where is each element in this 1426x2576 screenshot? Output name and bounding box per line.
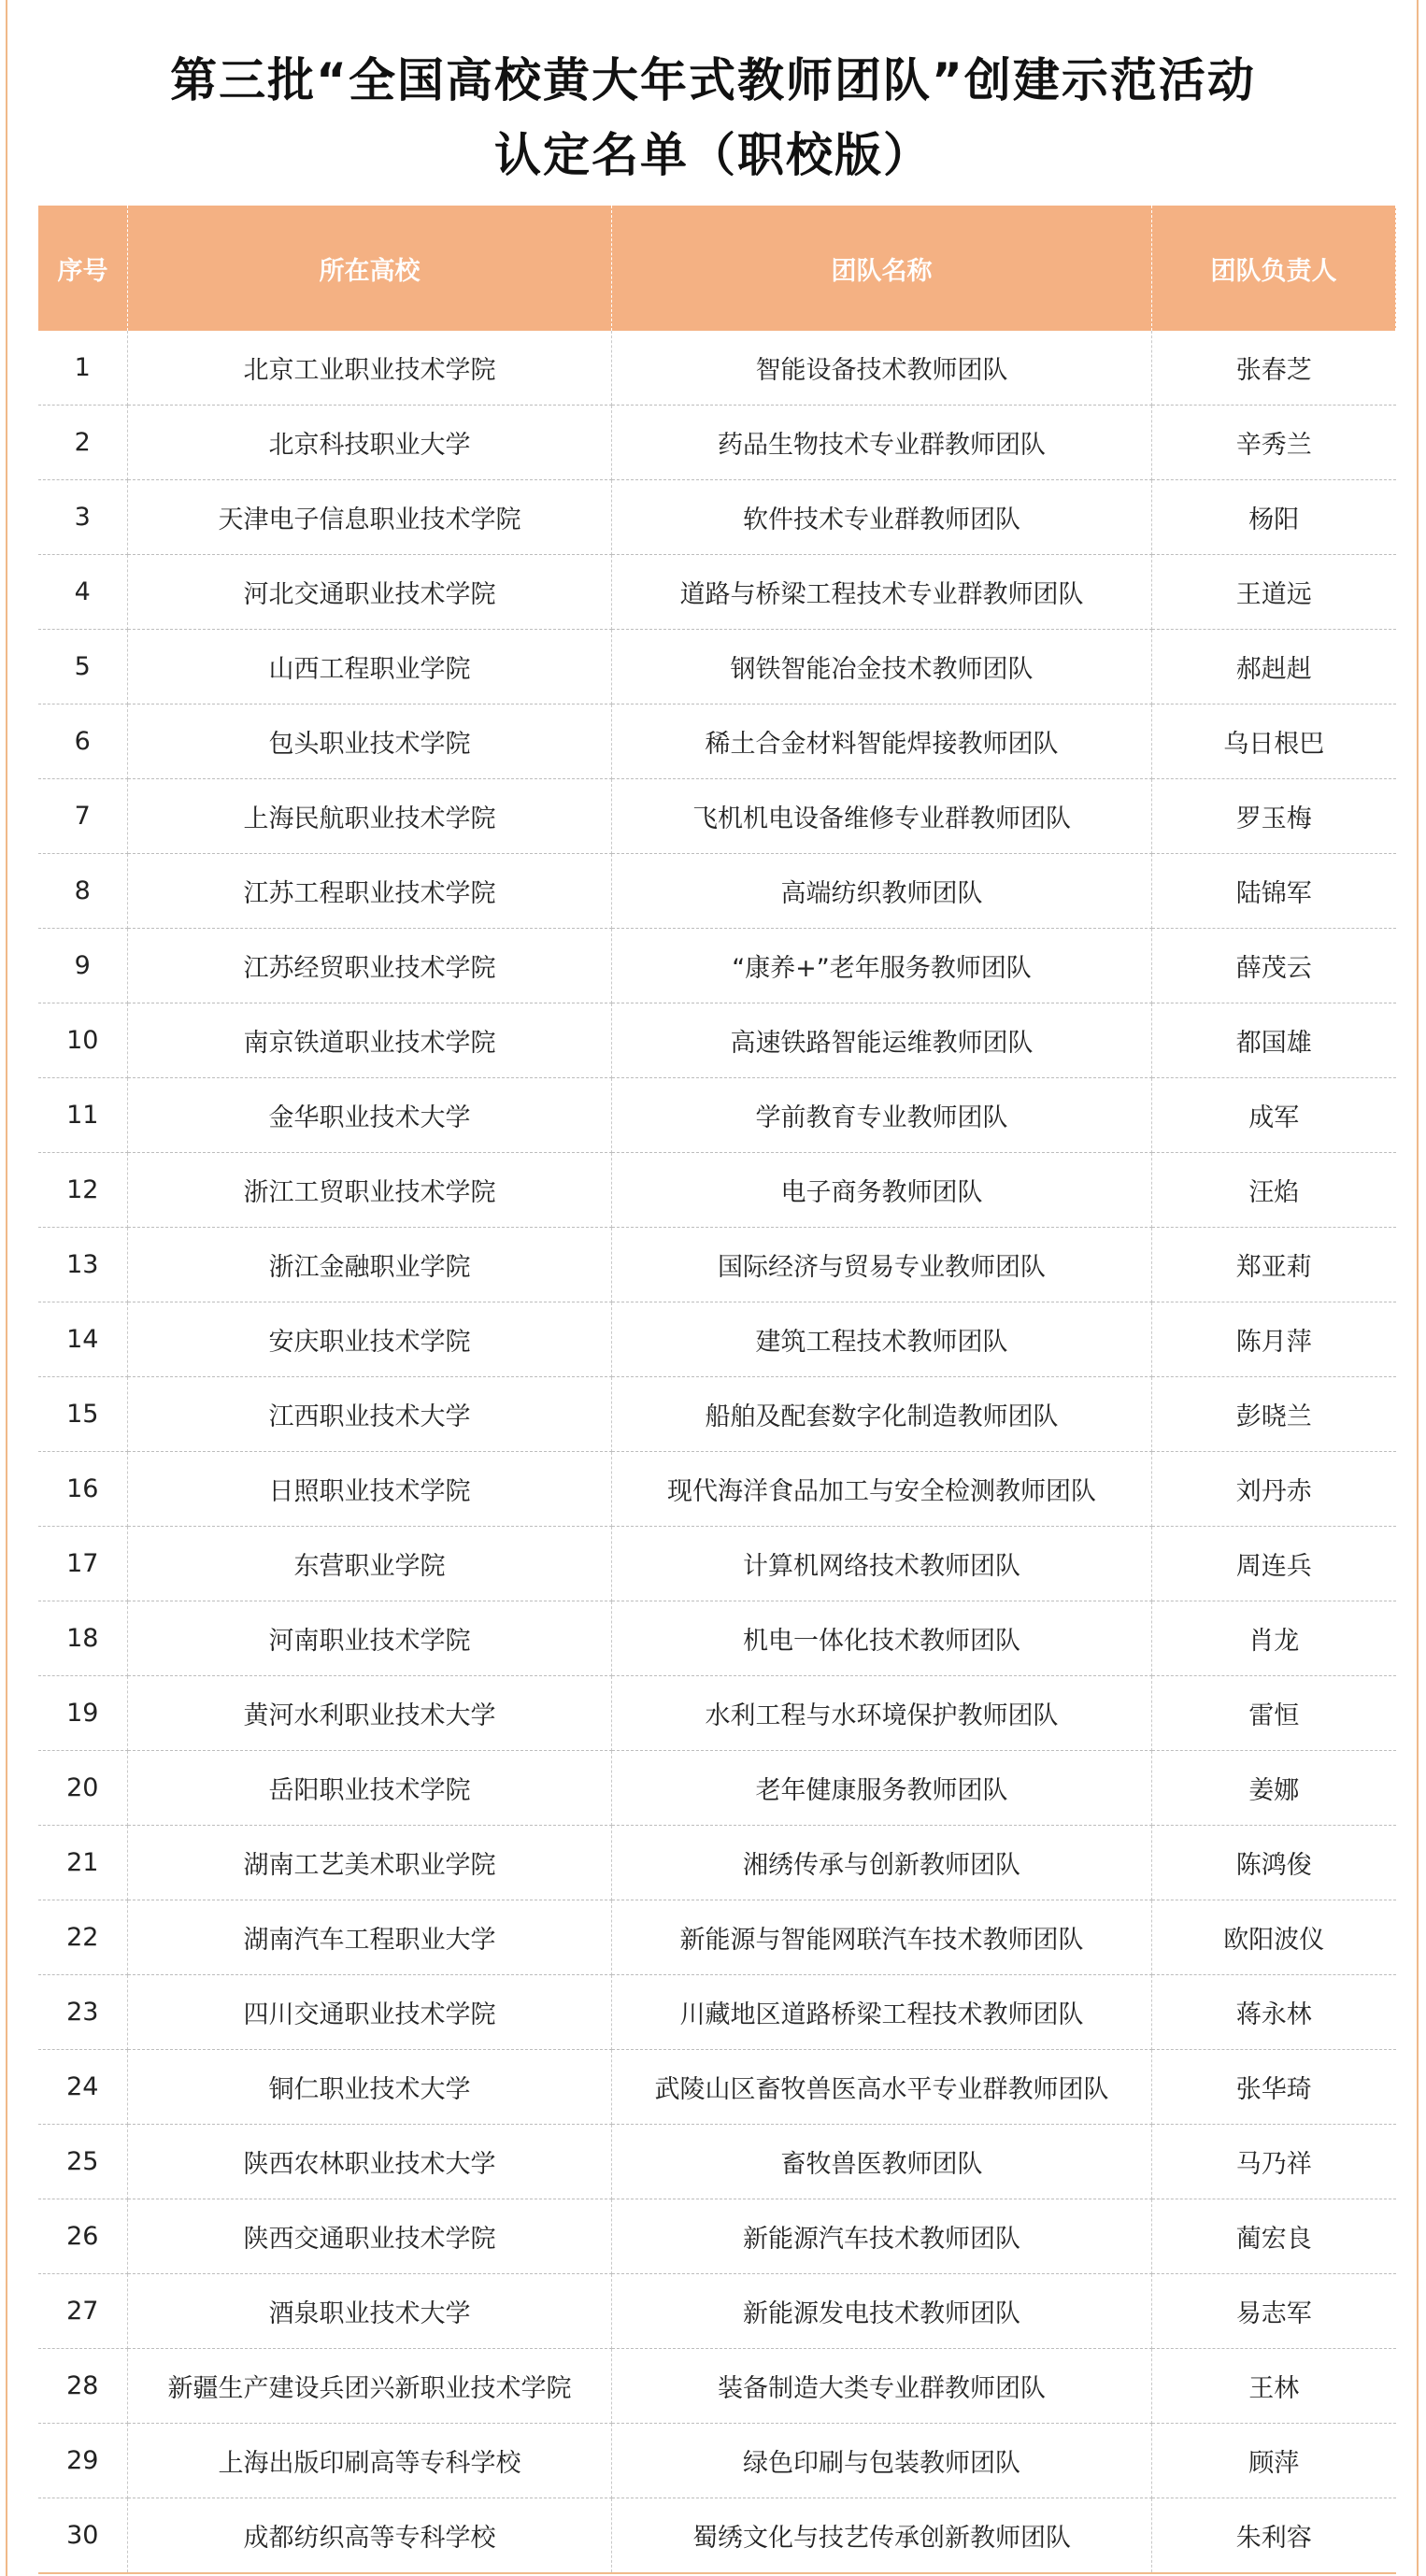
table-row	[38, 1078, 1396, 1153]
cell-number: 15	[38, 1377, 128, 1452]
cell-school: 天津电子信息职业技术学院	[128, 480, 612, 555]
header-team-leader: 团队负责人	[1152, 206, 1396, 331]
cell-number: 10	[38, 1003, 128, 1078]
cell-team-leader: 肖龙	[1152, 1601, 1396, 1676]
cell-team-name: 钢铁智能冶金技术教师团队	[612, 630, 1152, 704]
table-row	[38, 2125, 1396, 2199]
cell-school: 浙江工贸职业技术学院	[128, 1153, 612, 1228]
table-row	[38, 555, 1396, 630]
table-row	[38, 779, 1396, 854]
cell-team-name: 湘绣传承与创新教师团队	[612, 1826, 1152, 1900]
table-row	[38, 704, 1396, 779]
table-row	[38, 1975, 1396, 2050]
cell-team-leader: 顾萍	[1152, 2424, 1396, 2498]
cell-team-name: 新能源发电技术教师团队	[612, 2274, 1152, 2349]
cell-team-name: 建筑工程技术教师团队	[612, 1302, 1152, 1377]
cell-team-name: 装备制造大类专业群教师团队	[612, 2349, 1152, 2424]
table-row	[38, 929, 1396, 1003]
cell-team-name: 高速铁路智能运维教师团队	[612, 1003, 1152, 1078]
cell-number: 1	[38, 331, 128, 406]
table-row	[38, 1826, 1396, 1900]
cell-team-leader: 成军	[1152, 1078, 1396, 1153]
cell-school: 安庆职业技术学院	[128, 1302, 612, 1377]
table-row	[38, 2274, 1396, 2349]
table-row	[38, 1228, 1396, 1302]
cell-team-leader: 都国雄	[1152, 1003, 1396, 1078]
table-row	[38, 331, 1396, 406]
table-row	[38, 1003, 1396, 1078]
cell-school: 岳阳职业技术学院	[128, 1751, 612, 1826]
cell-school: 北京科技职业大学	[128, 406, 612, 480]
table-header-row	[38, 206, 1396, 331]
cell-school: 河南职业技术学院	[128, 1601, 612, 1676]
cell-team-name: 软件技术专业群教师团队	[612, 480, 1152, 555]
cell-team-leader: 陆锦军	[1152, 854, 1396, 929]
cell-number: 5	[38, 630, 128, 704]
cell-team-leader: 雷恒	[1152, 1676, 1396, 1751]
team-list-table	[37, 206, 1396, 2574]
cell-team-leader: 郝赳赳	[1152, 630, 1396, 704]
page-title-line-1: 第三批“全国高校黄大年式教师团队”创建示范活动	[170, 53, 1256, 107]
cell-team-name: 智能设备技术教师团队	[612, 331, 1152, 406]
table-row	[38, 1676, 1396, 1751]
cell-team-leader: 彭晓兰	[1152, 1377, 1396, 1452]
cell-school: 成都纺织高等专科学校	[128, 2498, 612, 2574]
cell-number: 14	[38, 1302, 128, 1377]
cell-school: 陕西农林职业技术大学	[128, 2125, 612, 2199]
cell-number: 24	[38, 2050, 128, 2125]
cell-school: 酒泉职业技术大学	[128, 2274, 612, 2349]
cell-team-name: “康养+”老年服务教师团队	[612, 929, 1152, 1003]
cell-number: 13	[38, 1228, 128, 1302]
cell-school: 湖南工艺美术职业学院	[128, 1826, 612, 1900]
cell-team-leader: 张春芝	[1152, 331, 1396, 406]
cell-school: 河北交通职业技术学院	[128, 555, 612, 630]
cell-team-leader: 马乃祥	[1152, 2125, 1396, 2199]
cell-number: 9	[38, 929, 128, 1003]
table-row	[38, 2199, 1396, 2274]
cell-number: 4	[38, 555, 128, 630]
header-school: 所在高校	[128, 206, 612, 331]
cell-school: 湖南汽车工程职业大学	[128, 1900, 612, 1975]
cell-team-name: 畜牧兽医教师团队	[612, 2125, 1152, 2199]
cell-school: 黄河水利职业技术大学	[128, 1676, 612, 1751]
table-row	[38, 2349, 1396, 2424]
cell-team-name: 绿色印刷与包装教师团队	[612, 2424, 1152, 2498]
cell-number: 20	[38, 1751, 128, 1826]
cell-team-leader: 刘丹赤	[1152, 1452, 1396, 1527]
table-row	[38, 480, 1396, 555]
cell-number: 21	[38, 1826, 128, 1900]
cell-team-name: 川藏地区道路桥梁工程技术教师团队	[612, 1975, 1152, 2050]
cell-number: 17	[38, 1527, 128, 1601]
table-row	[38, 854, 1396, 929]
cell-number: 8	[38, 854, 128, 929]
cell-team-leader: 杨阳	[1152, 480, 1396, 555]
cell-number: 27	[38, 2274, 128, 2349]
cell-school: 四川交通职业技术学院	[128, 1975, 612, 2050]
table-row	[38, 2498, 1396, 2574]
page-title-line-2: 认定名单（职校版）	[494, 128, 932, 182]
table-row	[38, 1153, 1396, 1228]
cell-number: 18	[38, 1601, 128, 1676]
cell-number: 16	[38, 1452, 128, 1527]
cell-team-name: 船舶及配套数字化制造教师团队	[612, 1377, 1152, 1452]
cell-team-leader: 乌日根巴	[1152, 704, 1396, 779]
cell-team-name: 机电一体化技术教师团队	[612, 1601, 1152, 1676]
table-row	[38, 1751, 1396, 1826]
cell-team-name: 老年健康服务教师团队	[612, 1751, 1152, 1826]
cell-team-name: 药品生物技术专业群教师团队	[612, 406, 1152, 480]
cell-school: 浙江金融职业学院	[128, 1228, 612, 1302]
cell-number: 2	[38, 406, 128, 480]
cell-team-name: 水利工程与水环境保护教师团队	[612, 1676, 1152, 1751]
cell-school: 江苏经贸职业技术学院	[128, 929, 612, 1003]
cell-team-leader: 郑亚莉	[1152, 1228, 1396, 1302]
cell-team-name: 计算机网络技术教师团队	[612, 1527, 1152, 1601]
cell-team-leader: 陈月萍	[1152, 1302, 1396, 1377]
cell-team-leader: 欧阳波仪	[1152, 1900, 1396, 1975]
cell-team-leader: 罗玉梅	[1152, 779, 1396, 854]
cell-school: 新疆生产建设兵团兴新职业技术学院	[128, 2349, 612, 2424]
cell-number: 29	[38, 2424, 128, 2498]
table-row	[38, 406, 1396, 480]
header-team-name: 团队名称	[612, 206, 1152, 331]
cell-team-leader: 辛秀兰	[1152, 406, 1396, 480]
cell-team-name: 高端纺织教师团队	[612, 854, 1152, 929]
table-row	[38, 1527, 1396, 1601]
cell-number: 22	[38, 1900, 128, 1975]
cell-number: 28	[38, 2349, 128, 2424]
cell-number: 7	[38, 779, 128, 854]
cell-school: 北京工业职业技术学院	[128, 331, 612, 406]
cell-team-leader: 王道远	[1152, 555, 1396, 630]
cell-number: 11	[38, 1078, 128, 1153]
cell-team-leader: 陈鸿俊	[1152, 1826, 1396, 1900]
cell-school: 日照职业技术学院	[128, 1452, 612, 1527]
cell-team-leader: 朱利容	[1152, 2498, 1396, 2574]
cell-team-name: 国际经济与贸易专业教师团队	[612, 1228, 1152, 1302]
table-row	[38, 1601, 1396, 1676]
cell-team-name: 电子商务教师团队	[612, 1153, 1152, 1228]
cell-team-name: 飞机机电设备维修专业群教师团队	[612, 779, 1152, 854]
cell-school: 铜仁职业技术大学	[128, 2050, 612, 2125]
cell-team-leader: 蒋永林	[1152, 1975, 1396, 2050]
cell-team-leader: 蔺宏良	[1152, 2199, 1396, 2274]
cell-school: 东营职业学院	[128, 1527, 612, 1601]
cell-number: 6	[38, 704, 128, 779]
cell-school: 山西工程职业学院	[128, 630, 612, 704]
cell-school: 南京铁道职业技术学院	[128, 1003, 612, 1078]
table-body	[38, 331, 1396, 2573]
cell-number: 30	[38, 2498, 128, 2574]
cell-team-name: 稀土合金材料智能焊接教师团队	[612, 704, 1152, 779]
cell-team-name: 武陵山区畜牧兽医高水平专业群教师团队	[612, 2050, 1152, 2125]
cell-team-name: 道路与桥梁工程技术专业群教师团队	[612, 555, 1152, 630]
cell-team-name: 新能源与智能网联汽车技术教师团队	[612, 1900, 1152, 1975]
table-row	[38, 1377, 1396, 1452]
cell-team-leader: 汪焰	[1152, 1153, 1396, 1228]
table-row	[38, 1900, 1396, 1975]
cell-team-name: 新能源汽车技术教师团队	[612, 2199, 1152, 2274]
cell-school: 金华职业技术大学	[128, 1078, 612, 1153]
cell-team-leader: 王林	[1152, 2349, 1396, 2424]
cell-team-leader: 薛茂云	[1152, 929, 1396, 1003]
cell-school: 江西职业技术大学	[128, 1377, 612, 1452]
header-number: 序号	[38, 206, 128, 331]
cell-team-leader: 张华琦	[1152, 2050, 1396, 2125]
cell-number: 12	[38, 1153, 128, 1228]
cell-number: 25	[38, 2125, 128, 2199]
cell-school: 上海出版印刷高等专科学校	[128, 2424, 612, 2498]
cell-team-leader: 易志军	[1152, 2274, 1396, 2349]
cell-team-leader: 周连兵	[1152, 1527, 1396, 1601]
cell-school: 上海民航职业技术学院	[128, 779, 612, 854]
table-row	[38, 2050, 1396, 2125]
table-row	[38, 1302, 1396, 1377]
cell-school: 包头职业技术学院	[128, 704, 612, 779]
cell-team-name: 学前教育专业教师团队	[612, 1078, 1152, 1153]
cell-team-name: 现代海洋食品加工与安全检测教师团队	[612, 1452, 1152, 1527]
table-row	[38, 630, 1396, 704]
table-row	[38, 1452, 1396, 1527]
cell-team-name: 蜀绣文化与技艺传承创新教师团队	[612, 2498, 1152, 2574]
cell-number: 26	[38, 2199, 128, 2274]
cell-team-leader: 姜娜	[1152, 1751, 1396, 1826]
cell-school: 江苏工程职业技术学院	[128, 854, 612, 929]
cell-school: 陕西交通职业技术学院	[128, 2199, 612, 2274]
cell-number: 19	[38, 1676, 128, 1751]
cell-number: 3	[38, 480, 128, 555]
table-row	[38, 2424, 1396, 2498]
cell-number: 23	[38, 1975, 128, 2050]
